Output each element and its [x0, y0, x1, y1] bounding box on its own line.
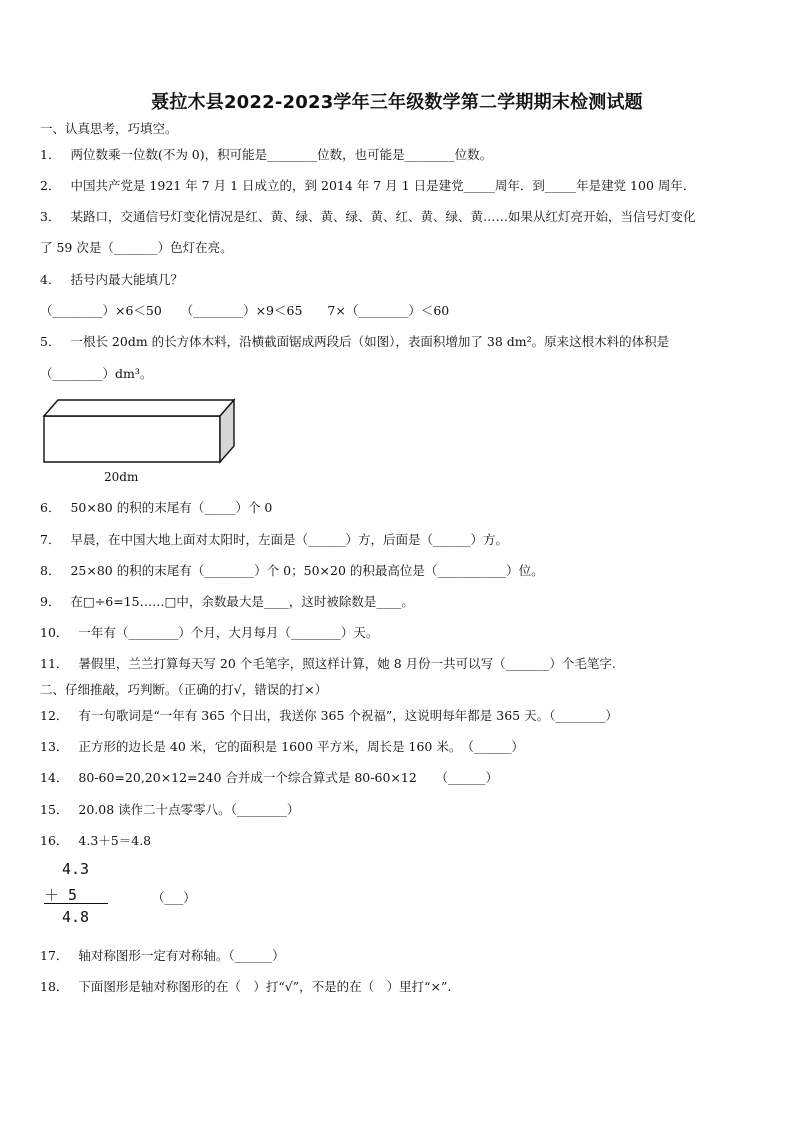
question-number: 10．: [40, 625, 69, 640]
question-text: 下面图形是轴对称图形的在（ ）打“√”，不是的在（ ）里打“×”.: [78, 979, 452, 994]
question-number: 17．: [40, 948, 69, 963]
question-11: [40, 656, 616, 672]
question-number: 11．: [40, 656, 69, 671]
question-18: [40, 979, 451, 995]
addend-1: 4.3: [62, 860, 90, 878]
question-text: 20.08 读作二十点零零八。（________）: [78, 802, 300, 817]
question-number: 9．: [40, 594, 61, 609]
question-3: [40, 209, 695, 225]
question-3-cont: 了 59 次是（_______）色灯在亮。: [40, 240, 233, 255]
cuboid-figure: [40, 394, 240, 466]
question-text: 一年有（________）个月，大月每月（________）天。: [78, 625, 379, 640]
question-8: [40, 563, 544, 579]
question-text: 有一句歌词是“一年有 365 个日出，我送你 365 个祝福”，这说明每年都是 365 天。（________）: [78, 708, 618, 723]
addend-2: ＋ 5: [44, 886, 78, 904]
question-17: [40, 948, 285, 964]
question-number: 16．: [40, 833, 69, 848]
sum-rule: [44, 903, 108, 904]
section-1-heading: 一、认真思考，巧填空。: [40, 121, 178, 136]
sum-result: 4.8: [62, 908, 90, 926]
question-text: 在□÷6=15……□中，余数最大是____，这时被除数是____。: [70, 594, 414, 609]
question-7: [40, 532, 508, 548]
question-5: [40, 334, 669, 350]
section-2-heading: 二、仔细推敲，巧判断。（正确的打√，错误的打×）: [40, 682, 328, 697]
question-15: [40, 802, 299, 818]
question-text: 正方形的边长是 40 米，它的面积是 1600 平方米，周长是 160 米。 （______）: [78, 739, 524, 754]
question-number: 18．: [40, 979, 69, 994]
question-text: 一根长 20dm 的长方体木料，沿横截面锯成两段后（如图），表面积增加了 38 dm²。原来这根木料的体积是: [70, 334, 670, 349]
question-14: [40, 770, 498, 786]
answer-blank: （___）: [152, 890, 196, 905]
question-number: 4．: [40, 272, 61, 287]
question-text: 中国共产党是 1921 年 7 月 1 日成立的，到 2014 年 7 月 1 日是建党_____周年．到_____年是建党 100 周年．: [70, 178, 696, 193]
vertical-addition: [40, 860, 200, 930]
question-text: 80-60=20,20×12=240 合并成一个综合算式是 80-60×12 （______）: [78, 770, 499, 785]
question-4: [40, 272, 183, 288]
question-1: [40, 147, 492, 163]
question-text: 4.3＋5＝4.8: [78, 833, 152, 848]
question-6: [40, 500, 272, 516]
question-text: 25×80 的积的末尾有（________）个 0；50×20 的积最高位是（___________）位。: [70, 563, 544, 578]
question-number: 14．: [40, 770, 69, 785]
question-text: 早晨，在中国大地上面对太阳时，左面是（______）方，后面是（______）方。: [70, 532, 508, 547]
question-number: 12．: [40, 708, 69, 723]
page-title: 聂拉木县2022-2023学年三年级数学第二学期期末检测试题: [151, 92, 643, 113]
question-5-blank: （________）dm³。: [40, 366, 153, 381]
question-number: 2．: [40, 178, 61, 193]
question-number: 7．: [40, 532, 61, 547]
question-text: 某路口，交通信号灯变化情况是红、黄、绿、黄、绿、黄、红、黄、绿、黄……如果从红灯亮开始，当信号灯变化: [70, 209, 696, 224]
question-9: [40, 594, 414, 610]
question-13: [40, 739, 524, 755]
question-number: 3．: [40, 209, 61, 224]
question-16: [40, 833, 151, 849]
question-4-blanks: （________）×6＜50 （________）×9＜65 7×（________）＜60: [40, 303, 450, 318]
question-text: 括号内最大能填几？: [70, 272, 183, 287]
question-10: [40, 625, 378, 641]
question-number: 13．: [40, 739, 69, 754]
question-number: 5．: [40, 334, 61, 349]
question-number: 8．: [40, 563, 61, 578]
question-number: 6．: [40, 500, 61, 515]
question-number: 1．: [40, 147, 61, 162]
question-number: 15．: [40, 802, 69, 817]
cuboid-length-label: 20dm: [104, 470, 139, 484]
question-2: [40, 178, 695, 194]
question-text: 两位数乘一位数(不为 0)，积可能是________位数，也可能是________位数。: [70, 147, 493, 162]
question-12: [40, 708, 618, 724]
question-text: 暑假里，兰兰打算每天写 20 个毛笔字，照这样计算，她 8 月份一共可以写（_______）个毛笔字.: [78, 656, 616, 671]
question-text: 50×80 的积的末尾有（_____）个 0: [70, 500, 273, 515]
question-text: 轴对称图形一定有对称轴。（______）: [78, 948, 285, 963]
